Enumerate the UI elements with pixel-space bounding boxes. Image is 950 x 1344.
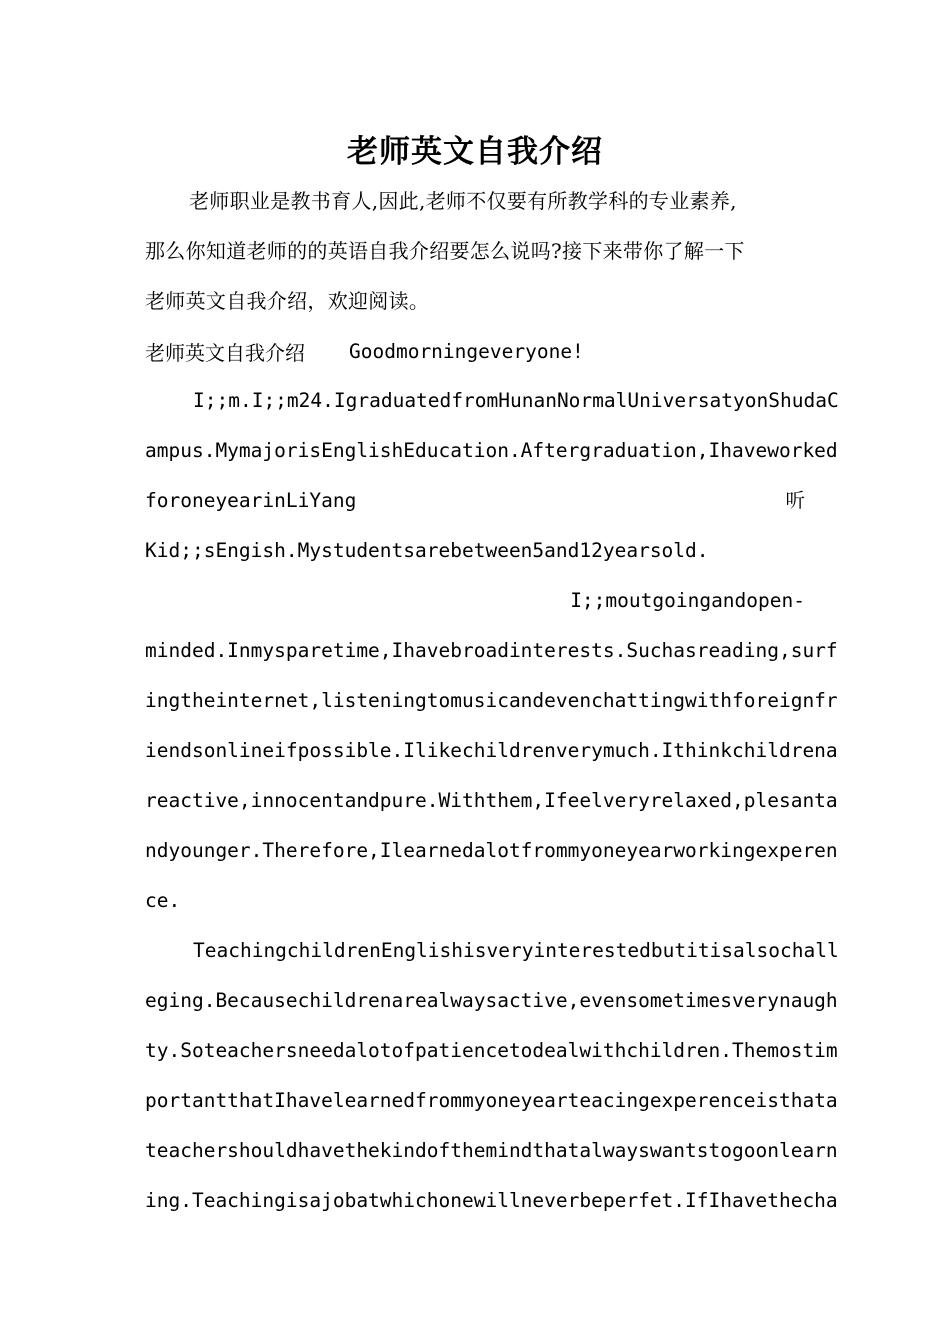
paragraph-1	[145, 376, 839, 476]
text-line: ty.Soteachersneedalotofpatiencetodealwithchildren.Themostim	[145, 1039, 838, 1062]
document-page	[145, 128, 839, 1226]
text-line: ndyounger.Therefore,Ilearnedalotfrommyoneyearworkingexperen	[145, 839, 838, 862]
intro-paragraph	[145, 176, 805, 326]
section-heading-cn: 老师英文自我介绍	[145, 340, 305, 365]
split-left-text: foroneyearinLiYang	[145, 489, 357, 512]
intro-line: 老师职业是教书育人,因此,老师不仅要有所教学科的专业素养,	[189, 189, 737, 213]
paragraph-2	[145, 626, 838, 926]
paragraph-1-end	[145, 526, 805, 576]
text-line: ing.Teachingisajobatwhichonewillneverbeperfet.IfIhavethecha	[145, 1189, 838, 1212]
split-right-text: 听	[785, 489, 805, 512]
text-line: ingtheinternet,listeningtomusicandevenchattingwithforeignfr	[145, 689, 838, 712]
text-line: minded.Inmysparetime,Ihavebroadinterests.Suchasreading,surf	[145, 639, 838, 662]
text-line: I;;m.I;;m24.IgraduatedfromHunanNormalUniversatyonShudaC	[193, 389, 839, 412]
text-line: iendsonlineifpossible.Ilikechildrenverymuch.Ithinkchildrena	[145, 739, 838, 762]
split-text-line	[145, 476, 805, 526]
text-line: Kid;;sEngish.Mystudentsarebetween5and12yearsold.	[145, 539, 709, 562]
intro-line: 老师英文自我介绍，欢迎阅读。	[145, 289, 430, 313]
right-aligned-line: I;;moutgoingandopen-	[570, 589, 805, 612]
text-line: eging.Becausechildrenarealwaysactive,evensometimesverynaugh	[145, 989, 838, 1012]
document-title: 老师英文自我介绍	[347, 134, 603, 170]
text-line: ce.	[145, 889, 181, 912]
paragraph-3	[145, 926, 839, 1226]
text-line: ampus.MymajorisEnglishEducation.Aftergraduation,Ihaveworked	[145, 439, 838, 462]
text-line: portantthatIhavelearnedfrommyoneyearteacingexperenceisthata	[145, 1089, 838, 1112]
section-heading	[145, 326, 805, 376]
text-line: reactive,innocentandpure.Withthem,Ifeelveryrelaxed,plesanta	[145, 789, 838, 812]
text-line: teachershouldhavethekindofthemindthatalwayswantstogoonlearn	[145, 1139, 838, 1162]
intro-line: 那么你知道老师的的英语自我介绍要怎么说吗?接下来带你了解一下	[145, 239, 745, 263]
section-heading-greeting: Goodmorningeveryone!	[349, 339, 584, 363]
text-line: TeachingchildrenEnglishisveryinterestedbutitisalsochall	[193, 939, 839, 962]
